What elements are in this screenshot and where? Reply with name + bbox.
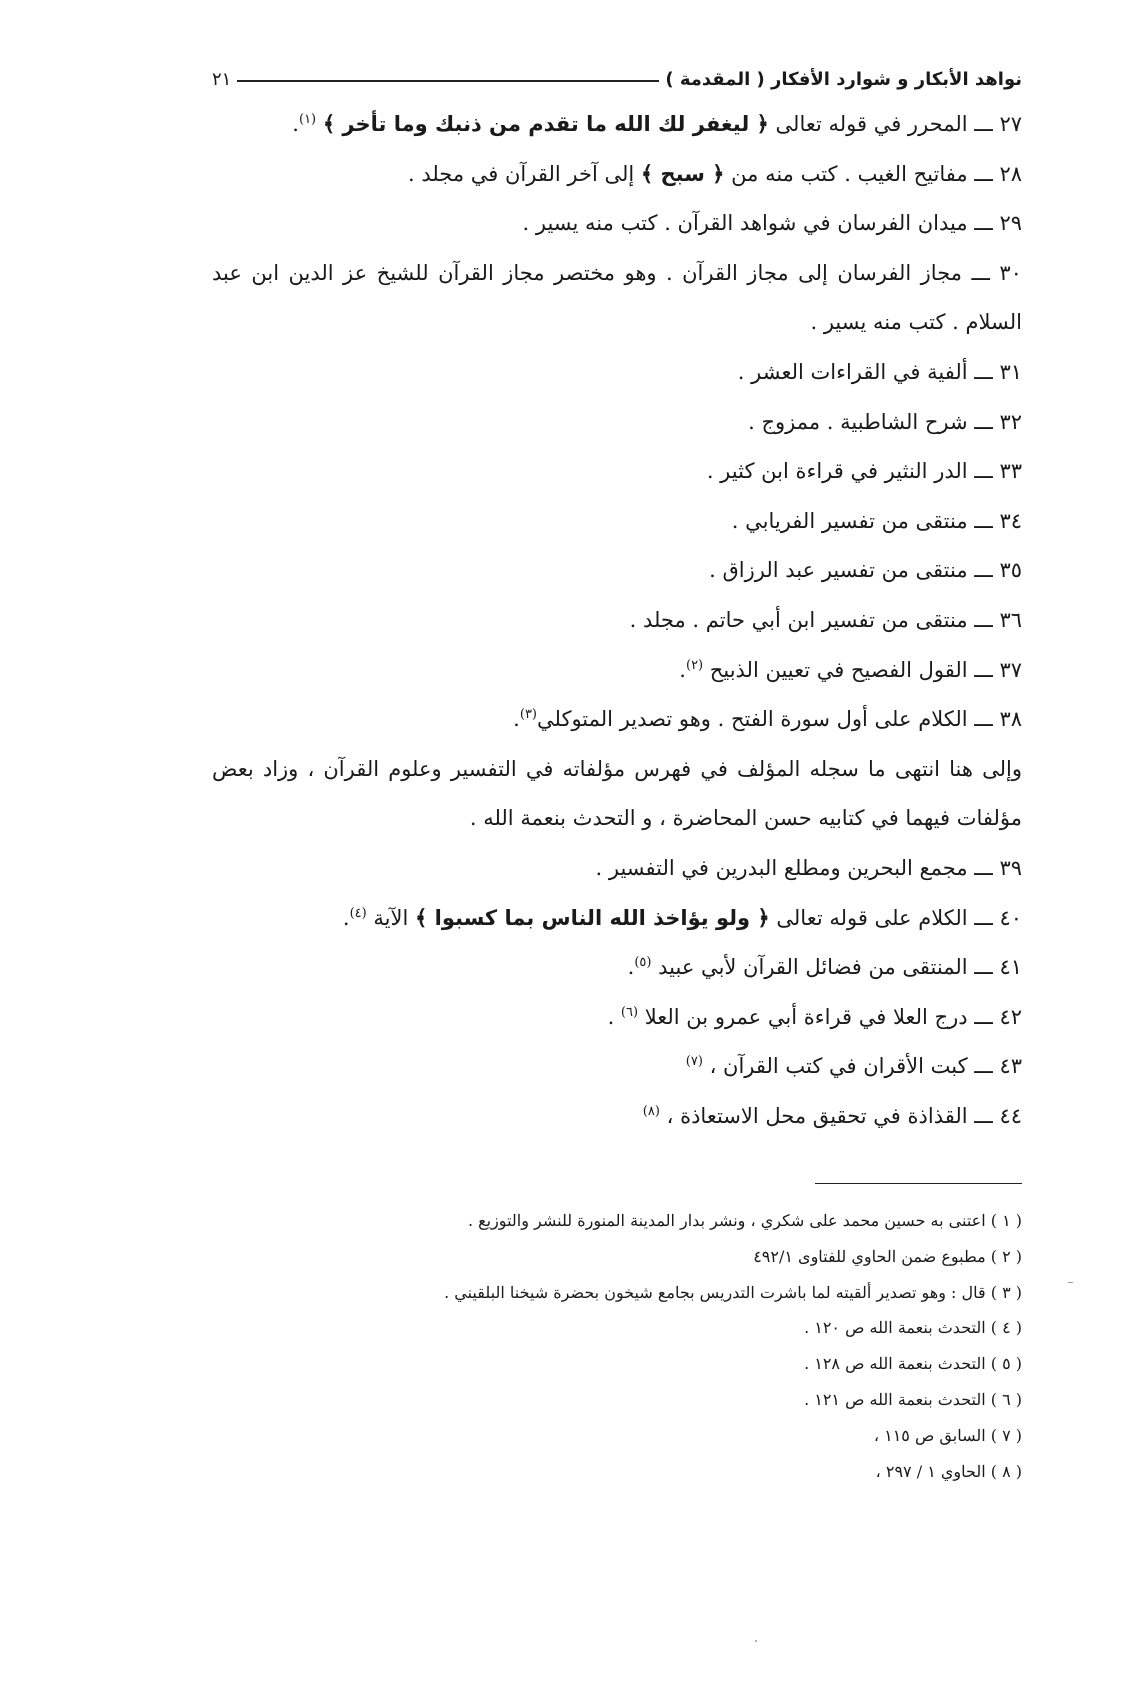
scan-speck (755, 1640, 757, 1642)
item-text: مفاتيح الغيب . كتب منه من (731, 161, 968, 186)
item-dash: ـــ (974, 607, 993, 632)
item-text-after: الآية (366, 905, 409, 930)
item-number: ٣٣ (999, 459, 1022, 484)
item-dash: ـــ (974, 359, 993, 384)
list-item-37 (212, 646, 1022, 696)
item-number: ٣٠ (999, 260, 1022, 285)
list-item-33 (212, 447, 1022, 497)
scan-speck (1068, 1282, 1073, 1283)
list-item-39 (212, 844, 1022, 894)
footnote-separator (815, 1183, 1022, 1184)
footnote-ref: (٨) (642, 1103, 660, 1119)
item-dash: ـــ (974, 211, 993, 236)
list-item-41 (212, 943, 1022, 993)
quran-quote: ﴿ ولو يؤاخذ الله الناس بما كسبوا ﴾ (415, 905, 770, 930)
item-number: ٣١ (999, 359, 1022, 384)
item-end: . (342, 905, 350, 930)
item-end: . (679, 657, 686, 682)
item-number: ٣٩ (999, 855, 1022, 880)
footnote-ref: (٥) (634, 955, 652, 971)
running-header (212, 64, 1022, 94)
summary-paragraph: وإلى هنا انتهى ما سجله المؤلف في فهرس مؤلفاته في التفسير وعلوم القرآن ، وزاد بعض مؤلفات فيهما في كتابيه حسن المحاضرة ، و التحدث بنعمة الله . (212, 756, 1022, 831)
item-number: ٤٢ (999, 1004, 1022, 1029)
footnote-4: ( ٤ ) التحدث بنعمة الله ص ١٢٠ . (804, 1318, 1022, 1338)
footnote-3: ( ٣ ) قال : وهو تصدير ألقيته لما باشرت التدريس بجامع شيخون بحضرة شيخنا البلقيني . (444, 1282, 1022, 1302)
item-dash: ـــ (974, 459, 993, 484)
footnotes (212, 1203, 1022, 1489)
item-dash: ـــ (974, 905, 993, 930)
item-text: مجاز الفرسان إلى مجاز القرآن . وهو مختصر مجاز القرآن للشيخ عز الدين ابن عبد السلام . كتب منه يسير . (212, 260, 1022, 335)
item-text: منتقى من تفسير ابن أبي حاتم . مجلد . (629, 607, 968, 632)
item-number: ٤١ (999, 955, 1022, 980)
item-text: المحرر في قوله تعالى (775, 112, 968, 136)
item-end: . (513, 707, 520, 732)
footnote-ref: (٢) (685, 657, 704, 673)
item-end: . (607, 1004, 621, 1029)
item-dash: ـــ (974, 1103, 993, 1128)
list-item-29 (212, 199, 1022, 249)
footnote-ref: (٧) (685, 1054, 703, 1070)
item-number: ٢٧ (999, 112, 1022, 136)
item-dash: ـــ (974, 508, 993, 533)
footnote-ref: (٤) (349, 905, 367, 921)
footnote-5: ( ٥ ) التحدث بنعمة الله ص ١٢٨ . (804, 1354, 1022, 1374)
footnote-8: ( ٨ ) الحاوي ١ / ٢٩٧ ، (875, 1461, 1022, 1481)
item-dash: ـــ (974, 1004, 993, 1029)
item-number: ٤٠ (999, 905, 1022, 930)
footnote-ref: (٦) (620, 1004, 639, 1020)
footnote-ref: (١) (298, 112, 317, 127)
item-text: ميدان الفرسان في شواهد القرآن . كتب منه يسير . (522, 211, 968, 236)
item-end: . (627, 955, 635, 980)
header-rule (237, 80, 659, 82)
book-title: نواهد الأبكار و شوارد الأفكار ( المقدمة ) (665, 68, 1022, 90)
item-number: ٣٤ (999, 508, 1022, 533)
item-text: الدر النثير في قراءة ابن كثير . (706, 459, 968, 484)
list-item-40 (212, 894, 1022, 944)
item-dash: ـــ (974, 558, 993, 583)
item-number: ٣٨ (999, 707, 1022, 732)
item-text: الكلام على أول سورة الفتح . وهو تصدير المتوكلي (537, 707, 968, 732)
list-item-42 (212, 993, 1022, 1043)
item-text-after (316, 112, 323, 136)
item-number: ٣٦ (999, 607, 1022, 632)
list-item-35 (212, 546, 1022, 596)
item-text: المنتقى من فضائل القرآن لأبي عبيد (651, 955, 968, 980)
list-item-44 (212, 1092, 1022, 1142)
list-item-31 (212, 348, 1022, 398)
item-text: درج العلا في قراءة أبي عمرو بن العلا (638, 1004, 968, 1029)
footnote-ref: (٣) (519, 707, 537, 723)
item-number: ٢٩ (999, 211, 1022, 236)
item-number: ٢٨ (999, 161, 1022, 186)
list-item-34 (212, 497, 1022, 547)
footnote-6: ( ٦ ) التحدث بنعمة الله ص ١٢١ . (804, 1389, 1022, 1409)
item-text: كبت الأقران في كتب القرآن ، (702, 1054, 968, 1079)
item-text: منتقى من تفسير عبد الرزاق . (709, 558, 968, 583)
list-item-32 (212, 398, 1022, 448)
item-dash: ـــ (974, 855, 993, 880)
item-dash: ـــ (974, 955, 993, 980)
item-text-after: إلى آخر القرآن في مجلد . (407, 161, 635, 186)
item-text: شرح الشاطبية . ممزوج . (748, 409, 968, 434)
item-text: منتقى من تفسير الفريابي . (731, 508, 968, 533)
list-item-36 (212, 596, 1022, 646)
body-text (212, 100, 1022, 1141)
item-text: الكلام على قوله تعالى (776, 905, 968, 930)
item-number: ٣٢ (999, 409, 1022, 434)
list-item-30 (212, 249, 1022, 348)
quran-quote: ﴿ ليغفر لك الله ما تقدم من ذنبك وما تأخر ﴾ (322, 112, 769, 136)
list-item-28 (212, 150, 1022, 200)
item-text: القذاذة في تحقيق محل الاستعاذة ، (659, 1103, 968, 1128)
item-dash: ـــ (974, 1054, 993, 1079)
item-dash: ـــ (974, 409, 993, 434)
footnote-7: ( ٧ ) السابق ص ١١٥ ، (873, 1425, 1022, 1445)
item-text: القول الفصيح في تعيين الذبيح (703, 657, 968, 682)
page-number: ٢١ (212, 68, 232, 90)
item-number: ٣٥ (999, 558, 1022, 583)
item-end: . (292, 112, 299, 136)
footnote-1: ( ١ ) اعتنى به حسين محمد على شكري ، ونشر بدار المدينة المنورة للنشر والتوزيع . (467, 1211, 1022, 1230)
item-dash: ـــ (974, 112, 993, 136)
item-dash: ـــ (974, 657, 993, 682)
list-item-38 (212, 695, 1022, 745)
quran-quote: ﴿ سبح ﴾ (640, 161, 725, 186)
item-text: ألفية في القراءات العشر . (737, 359, 968, 384)
item-dash: ـــ (974, 161, 993, 186)
list-item-27 (212, 100, 1022, 150)
item-number: ٣٧ (999, 657, 1022, 682)
footnote-2: ( ٢ ) مطبوع ضمن الحاوي للفتاوى ٤٩٢/١ (753, 1246, 1022, 1266)
item-number: ٤٣ (999, 1054, 1022, 1079)
list-item-43 (212, 1042, 1022, 1092)
item-number: ٤٤ (999, 1103, 1022, 1128)
item-text: مجمع البحرين ومطلع البدرين في التفسير . (595, 855, 968, 880)
item-dash: ـــ (974, 707, 993, 732)
item-dash: ـــ (971, 260, 990, 285)
